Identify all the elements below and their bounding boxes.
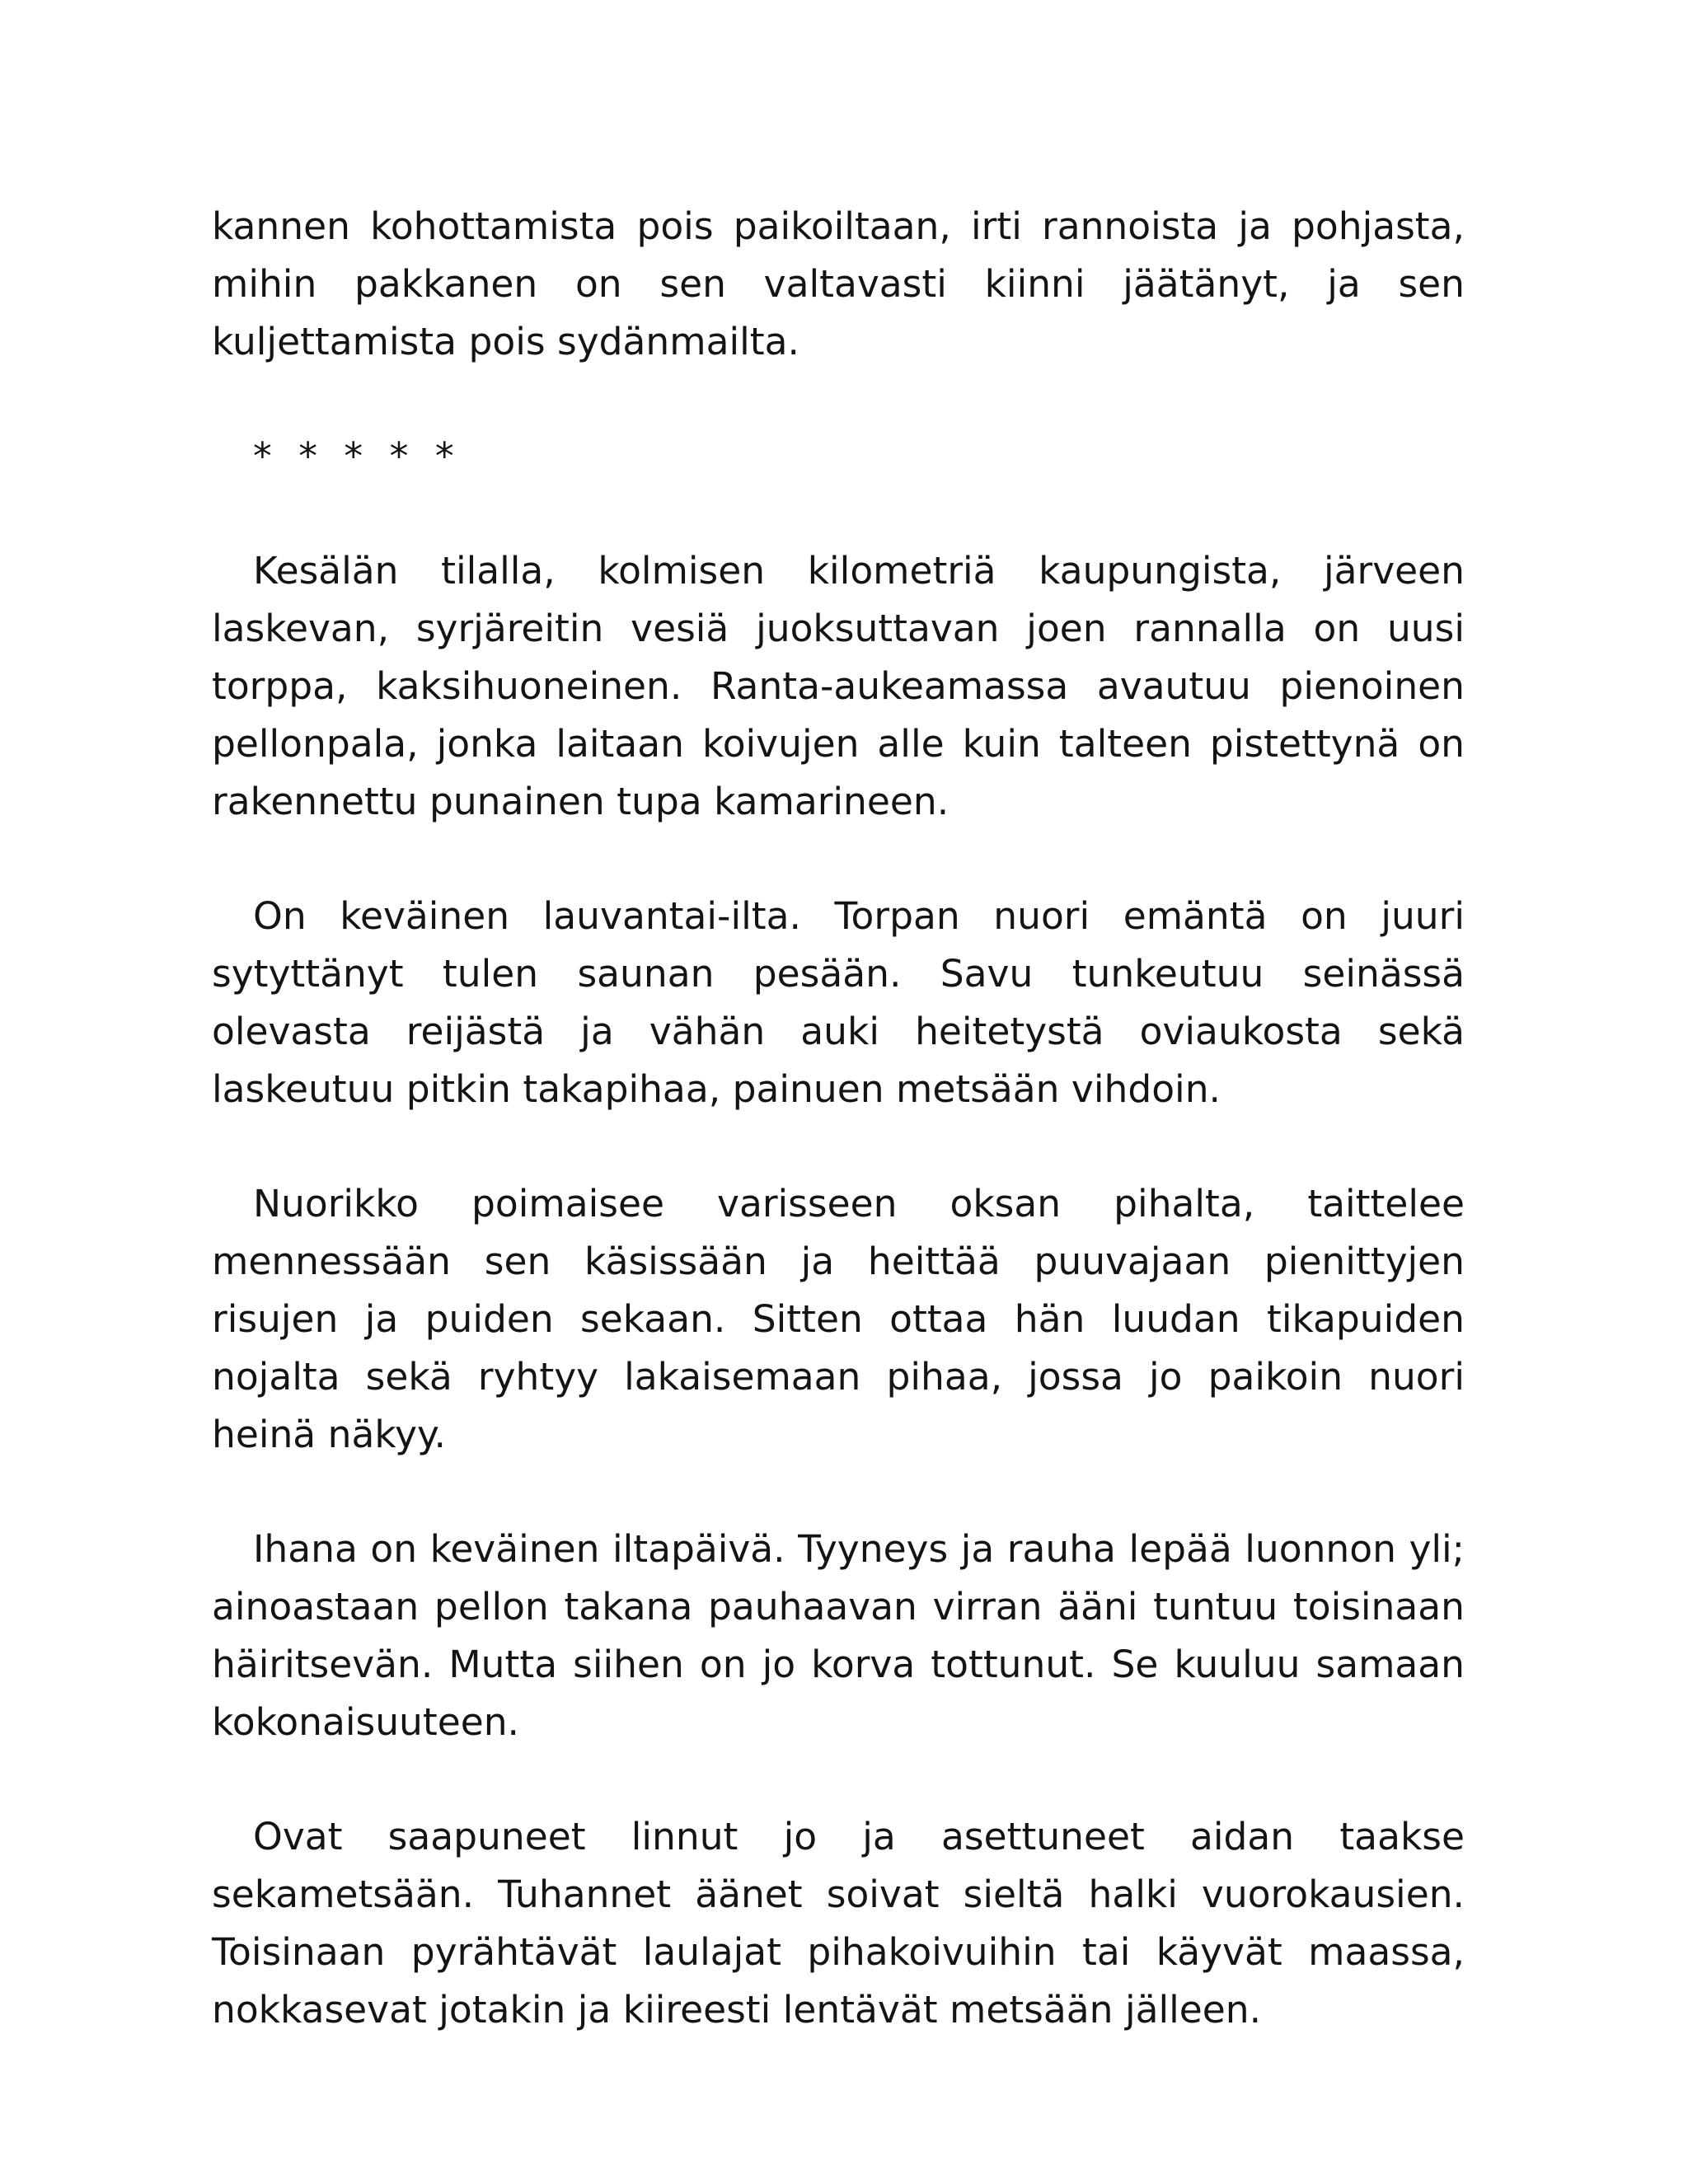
paragraph-kesala: Kesälän tilalla, kolmisen kilometriä kaupungista, järveen laskevan, syrjäreitin vesiä juoksuttavan joen rannalla on uusi torppa, kaksihuoneinen. Ranta-aukeamassa avautuu pienoinen pellonpala, jonka laitaan koivujen alle kuin talteen pistettynä on rakennettu punainen tupa kamarineen. — [212, 549, 1465, 823]
paragraph-nuorikko: Nuorikko poimaisee varisseen oksan pihalta, taittelee mennessään sen käsissään ja heittää puuvajaan pienittyjen risujen ja puiden sekaan. Sitten ottaa hän luudan tikapuiden nojalta sekä ryhtyy lakaisemaan pihaa, jossa jo paikoin nuori heinä näkyy. — [212, 1182, 1465, 1456]
paragraph-evening: On keväinen lauvantai-ilta. Torpan nuori emäntä on juuri sytyttänyt tulen saunan pesään. Savu tunkeutuu seinässä olevasta reijästä ja vähän auki heitetystä oviaukosta sekä laskeutuu pitkin takapihaa, painuen metsään vihdoin. — [212, 894, 1465, 1111]
section-separator: * * * * * — [253, 434, 462, 478]
paragraph-continuation: kannen kohottamista pois paikoiltaan, irti rannoista ja pohjasta, mihin pakkanen on sen valtavasti kiinni jäätänyt, ja sen kuljettamista pois sydänmailta. — [212, 204, 1465, 363]
paragraph-afternoon: Ihana on keväinen iltapäivä. Tyyneys ja rauha lepää luonnon yli; ainoastaan pellon takana pauhaavan virran ääni tuntuu toisinaan häiritsevän. Mutta siihen on jo korva tottunut. Se kuuluu samaan kokonaisuuteen. — [212, 1527, 1465, 1744]
paragraph-birds: Ovat saapuneet linnut jo ja asettuneet aidan taakse sekametsään. Tuhannet äänet soivat sieltä halki vuorokausien. Toisinaan pyrähtävät laulajat pihakoivuihin tai käyvät maassa, nokkasevat jotakin ja kiireesti lentävät metsään jälleen. — [212, 1815, 1465, 2032]
document-page — [212, 198, 1465, 2096]
